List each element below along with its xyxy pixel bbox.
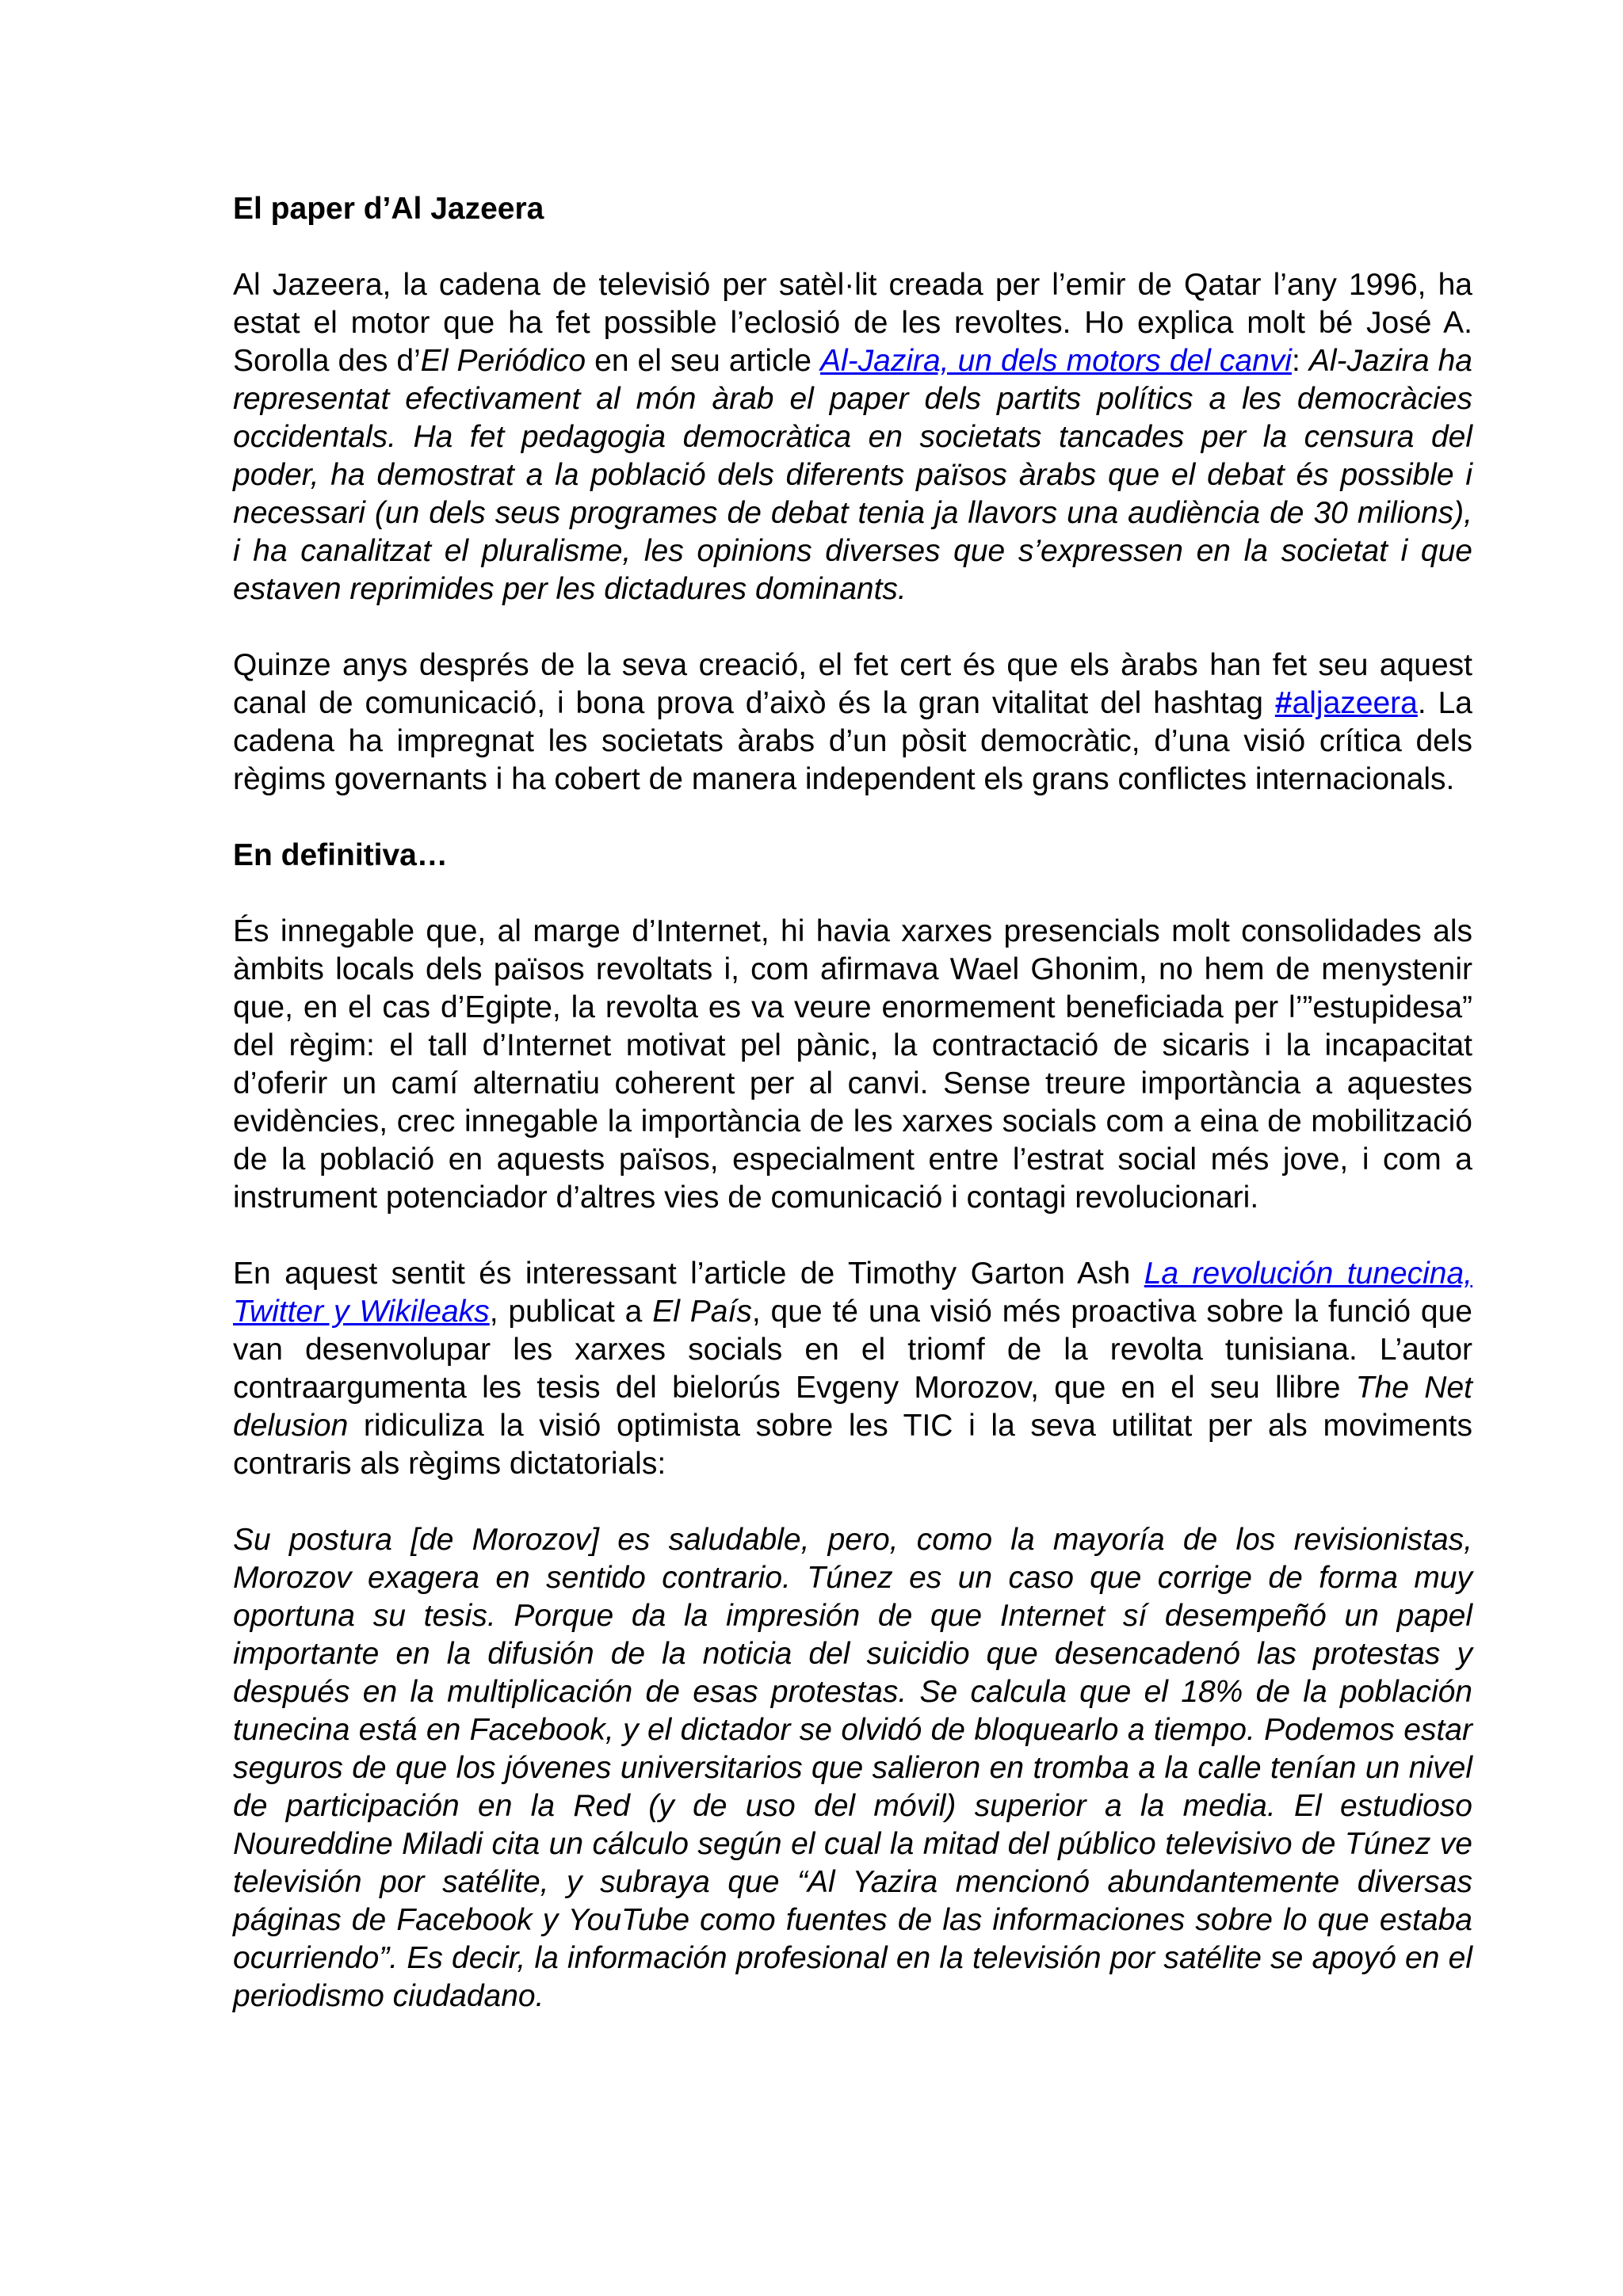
article-link-revolucion-tunecina[interactable]: La revolución tunecina, Twitter y Wikileaks [233,1257,1473,1329]
article-link-al-jazira[interactable]: Al-Jazira, un dels motors del canvi [819,344,1292,378]
paragraph-text: en el seu article [586,344,820,378]
section-heading-al-jazeera: El paper d’Al Jazeera [233,192,544,226]
newspaper-name: El Periódico [420,344,586,378]
quote-garton-ash: Su postura [de Morozov] es saludable, pero, como la mayoría de los revisionistas, Morozov exagera en sentido contrario. Túnez es un caso que corrige de forma muy oportuna su tesis. Porque da la impresión de que Internet sí desempeñó un papel importante en la difusión de la noticia del suicidio que desencadenó las protestas y después en la multiplicación de esas protestas. Se calcula que el 18% de la población tunecina está en Facebook, y el dictador se olvidó de bloquearlo a tiempo. Podemos estar seguros de que los jóvenes universitarios que salieron en tromba a la calle tenían un nivel de participación en la Red (y de uso del móvil) superior a la media. El estudioso Noureddine Miladi cita un cálculo según el cual la mitad del público televisivo de Túnez ve televisión por satélite, y subraya que “Al Yazira mencionó abundantemente diversas páginas de Facebook y YouTube como fuentes de las informaciones sobre lo que estaba ocurriendo”. Es decir, la información profesional en la televisión por satélite se apoyó en el periodismo ciudadano. [233,1523,1472,2013]
document-page [233,190,1472,2016]
paragraph-text: En aquest sentit és interessant l’article de Timothy Garton Ash [233,1257,1144,1291]
paragraph-text: ridiculiza la visió optimista sobre les TIC i la seva utilitat per als moviments contraris als règims dictatorials: [233,1409,1472,1481]
newspaper-name: El País [652,1295,752,1329]
quote-sorolla: Al-Jazira ha representat efectivament al món àrab el paper dels partits polítics a les democràcies occidentals. Ha fet pedagogia democràtica en societats tancades per la censura del poder, ha demostrat a la població dels diferents països àrabs que el debat és possible i necessari (un dels seus programes de debat tenia ja llavors una audiència de 30 milions), i ha canalitzat el pluralisme, les opinions diverses que s’expressen en la societat i que estaven reprimides per les dictadures dominants. [233,344,1473,606]
book-title: The Net delusion [233,1371,1472,1443]
paragraph-garton-ash [233,1255,1472,1483]
paragraph-al-jazeera-intro [233,266,1472,608]
hashtag-symbol: # [1274,686,1293,720]
paragraph-text: Al Jazeera, la cadena de televisió per satèl·lit creada per l’emir de Qatar l’any 1996, ha estat el motor que ha fet possible l’eclosió de les revoltes. Ho explica molt bé José A. Sorolla des d’ [233,268,1472,378]
hashtag-link-aljazeera[interactable] [1275,686,1418,720]
paragraph-conclusion: És innegable que, al marge d’Internet, hi havia xarxes presencials molt consolidades als àmbits locals dels països revoltats i, com afirmava Wael Ghonim, no hem de menystenir que, en el cas d’Egipte, la revolta es va veure enormement beneficiada per l’”estupidesa” del règim: el tall d’Internet motivat pel pànic, la contractació de sicaris i la incapacitat d’oferir un camí alternatiu coherent per al canvi. Sense treure importància a aquestes evidències, crec innegable la importància de les xarxes socials com a eina de mobilització de la població en aquests països, especialment entre l’estrat social més jove, i com a instrument potenciador d’altres vies de comunicació i contagi revolucionari. [233,914,1472,1215]
section-heading-en-definitiva: En definitiva… [233,838,448,872]
paragraph-text: . La cadena ha impregnat les societats àrabs d’un pòsit democràtic, d’una visió crítica dels règims governants i ha cobert de manera independent els grans conflictes internacionals. [233,686,1472,796]
hashtag-word: aljazeera [1292,686,1418,720]
paragraph-text: , publicat a [489,1295,653,1329]
paragraph-hashtag [233,646,1472,799]
paragraph-text: Quinze anys després de la seva creació, el fet cert és que els àrabs han fet seu aquest canal de comunicació, i bona prova d’això és la gran vitalitat del hashtag [233,648,1472,720]
paragraph-text: , que té una visió més proactiva sobre la funció que van desenvolupar les xarxes socials en el triomf de la revolta tunisiana. L’autor contraargumenta les tesis del bielorús Evgeny Morozov, que en el seu llibre [233,1295,1472,1405]
paragraph-text: : [1291,344,1309,378]
